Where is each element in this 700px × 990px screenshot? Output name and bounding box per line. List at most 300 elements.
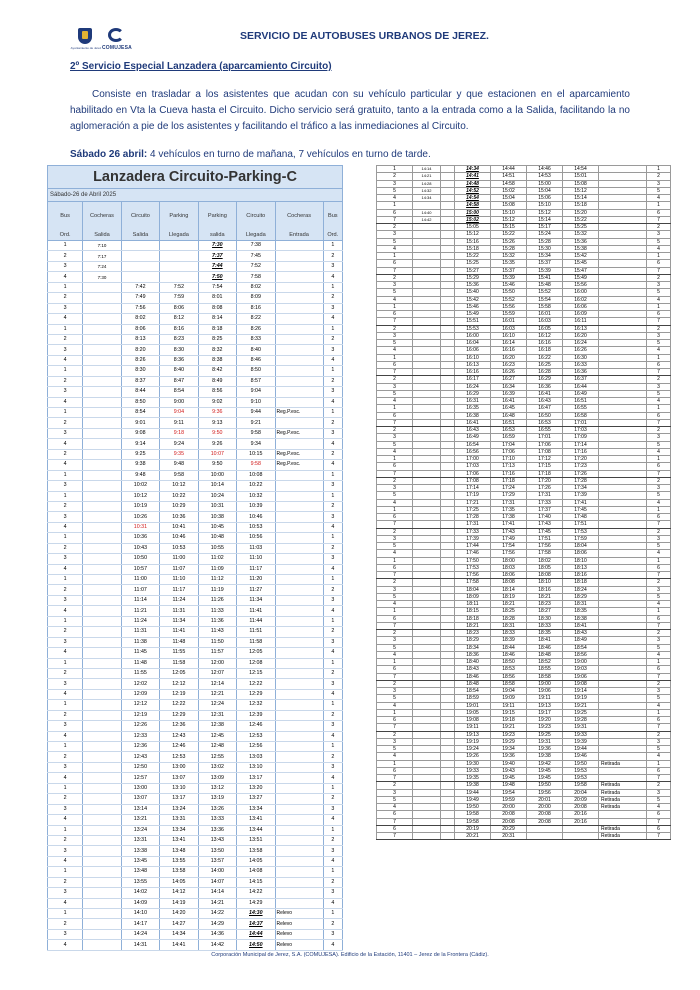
table-cell: [413, 282, 441, 289]
table-cell: 4: [323, 606, 342, 616]
table-cell: [441, 702, 455, 709]
table-cell: 14:48: [455, 180, 491, 187]
table-cell: [413, 767, 441, 774]
table-cell: 4: [48, 940, 83, 950]
table-cell: 5: [647, 796, 671, 803]
day-label: Sábado 26 abril:: [70, 149, 148, 160]
table-cell: 1: [48, 742, 83, 752]
table-cell: 5: [647, 187, 671, 194]
table-cell: 16:53: [527, 419, 563, 426]
table-cell: Relevo: [275, 919, 323, 929]
table-row: [377, 572, 671, 579]
table-cell: 16:10: [455, 354, 491, 361]
table-cell: 3: [377, 332, 413, 339]
table-cell: [413, 717, 441, 724]
table-cell: [275, 501, 323, 511]
table-cell: 15:40: [455, 289, 491, 296]
table-cell: [83, 387, 121, 397]
table-cell: [413, 448, 441, 455]
table-cell: 18:05: [527, 564, 563, 571]
table-cell: 8:09: [237, 293, 275, 303]
table-cell: [121, 261, 159, 271]
table-cell: 6: [647, 260, 671, 267]
table-cell: [121, 272, 159, 282]
table-cell: 2: [48, 543, 83, 553]
table-cell: 15:00: [455, 209, 491, 216]
table-cell: 3: [323, 637, 342, 647]
table-cell: 9:58: [160, 470, 198, 480]
table-cell: 15:46: [455, 303, 491, 310]
table-cell: [83, 627, 121, 637]
table-cell: [413, 775, 441, 782]
table-cell: 6: [377, 260, 413, 267]
table-cell: [599, 354, 647, 361]
table-cell: 7: [377, 419, 413, 426]
table-cell: 10:12: [160, 481, 198, 491]
table-cell: 9:50: [198, 460, 236, 470]
table-cell: [275, 585, 323, 595]
table-cell: [441, 166, 455, 173]
table-cell: 8:49: [198, 376, 236, 386]
table-cell: 5: [377, 340, 413, 347]
table-cell: [599, 195, 647, 202]
table-cell: [275, 334, 323, 344]
table-cell: [441, 267, 455, 274]
table-cell: [599, 659, 647, 666]
table-cell: 16:54: [455, 441, 491, 448]
table-cell: 10:15: [237, 449, 275, 459]
table-cell: 6: [647, 514, 671, 521]
table-cell: 17:48: [563, 514, 599, 521]
table-cell: 15:30: [527, 245, 563, 252]
table-cell: 3: [647, 231, 671, 238]
table-cell: 1: [377, 405, 413, 412]
table-cell: 2: [323, 449, 342, 459]
table-cell: 12:39: [237, 710, 275, 720]
table-cell: [83, 355, 121, 365]
table-cell: 10:57: [121, 564, 159, 574]
table-cell: 11:20: [237, 575, 275, 585]
table-cell: [441, 775, 455, 782]
table-cell: Reg.P.esc.: [275, 428, 323, 438]
table-cell: 7:42: [121, 282, 159, 292]
table-cell: 4: [323, 940, 342, 950]
table-cell: 12:46: [237, 721, 275, 731]
table-cell: 9:35: [160, 449, 198, 459]
table-cell: [441, 579, 455, 586]
table-row: [48, 689, 343, 699]
table-cell: [441, 564, 455, 571]
table-cell: 15:12: [563, 187, 599, 194]
table-cell: 19:40: [491, 760, 527, 767]
table-cell: 12:45: [198, 731, 236, 741]
table-cell: 7:49: [121, 293, 159, 303]
table-cell: 16:22: [527, 354, 563, 361]
table-cell: 17:43: [491, 528, 527, 535]
table-row: [48, 449, 343, 459]
table-cell: 16:28: [527, 369, 563, 376]
table-cell: [275, 710, 323, 720]
table-cell: 2: [377, 325, 413, 332]
table-cell: 4: [377, 347, 413, 354]
table-cell: [83, 909, 121, 919]
table-cell: 7: [377, 673, 413, 680]
table-cell: 7: [647, 369, 671, 376]
table-cell: 8:02: [237, 282, 275, 292]
table-row: [377, 318, 671, 325]
table-row: [377, 746, 671, 753]
table-cell: [275, 606, 323, 616]
table-cell: 4: [647, 448, 671, 455]
left-schedule-table: [47, 165, 343, 951]
table-cell: [413, 434, 441, 441]
table-cell: 15:32: [563, 231, 599, 238]
table-row: [48, 428, 343, 438]
table-cell: [599, 521, 647, 528]
table-cell: [599, 303, 647, 310]
table-cell: [413, 340, 441, 347]
table-row: [48, 679, 343, 689]
table-row: [377, 702, 671, 709]
table-cell: 14:40: [413, 209, 441, 216]
table-cell: [441, 282, 455, 289]
table-cell: 18:13: [563, 564, 599, 571]
table-cell: 4: [48, 731, 83, 741]
table-cell: [441, 296, 455, 303]
table-cell: 18:44: [491, 644, 527, 651]
table-cell: 16:48: [491, 412, 527, 419]
table-cell: 3: [48, 721, 83, 731]
table-row: [377, 260, 671, 267]
table-cell: 11:45: [121, 648, 159, 658]
table-cell: [599, 238, 647, 245]
table-cell: 13:34: [237, 804, 275, 814]
table-cell: [441, 470, 455, 477]
table-cell: [275, 491, 323, 501]
table-cell: [599, 688, 647, 695]
table-cell: 12:29: [160, 710, 198, 720]
table-cell: [275, 282, 323, 292]
table-cell: [441, 245, 455, 252]
table-cell: 6: [377, 825, 413, 832]
table-cell: [413, 376, 441, 383]
table-cell: [413, 557, 441, 564]
table-cell: 15:22: [563, 216, 599, 223]
table-cell: [441, 550, 455, 557]
table-cell: [441, 361, 455, 368]
table-cell: [83, 470, 121, 480]
table-cell: 1: [647, 659, 671, 666]
table-cell: 19:09: [491, 695, 527, 702]
table-cell: 4: [48, 564, 83, 574]
table-cell: 1: [377, 760, 413, 767]
table-cell: 13:07: [121, 794, 159, 804]
table-cell: 13:36: [198, 825, 236, 835]
table-cell: 2: [323, 919, 342, 929]
table-cell: 4: [323, 648, 342, 658]
table-cell: [413, 688, 441, 695]
table-cell: 13:07: [160, 773, 198, 783]
table-cell: 19:19: [455, 738, 491, 745]
table-cell: [275, 835, 323, 845]
table-cell: 18:43: [563, 630, 599, 637]
table-cell: 17:39: [455, 535, 491, 542]
table-cell: 9:04: [160, 408, 198, 418]
table-cell: 15:14: [563, 195, 599, 202]
table-cell: 4: [48, 272, 83, 282]
table-cell: 15:37: [491, 267, 527, 274]
table-cell: 5: [647, 695, 671, 702]
table-cell: 18:54: [455, 688, 491, 695]
table-cell: 14:28: [413, 180, 441, 187]
table-cell: 18:18: [455, 615, 491, 622]
table-cell: [441, 253, 455, 260]
table-cell: [83, 898, 121, 908]
table-cell: 11:09: [198, 564, 236, 574]
table-cell: 2: [48, 251, 83, 261]
table-cell: 10:50: [121, 554, 159, 564]
table-cell: 12:21: [198, 689, 236, 699]
table-cell: 18:46: [491, 651, 527, 658]
table-cell: 3: [647, 282, 671, 289]
table-cell: 13:21: [121, 815, 159, 825]
table-cell: 19:44: [455, 789, 491, 796]
table-cell: [599, 535, 647, 542]
table-cell: 19:13: [527, 702, 563, 709]
table-row: [377, 463, 671, 470]
table-cell: 7:52: [160, 282, 198, 292]
table-cell: 10:08: [237, 470, 275, 480]
table-row: [48, 616, 343, 626]
table-cell: 15:41: [527, 274, 563, 281]
table-cell: 2: [48, 668, 83, 678]
table-cell: 12:33: [121, 731, 159, 741]
table-cell: 3: [48, 554, 83, 564]
table-cell: 20:21: [455, 833, 491, 840]
table-row: [48, 731, 343, 741]
table-cell: Retirada: [599, 833, 647, 840]
table-cell: [83, 773, 121, 783]
table-cell: 2: [647, 731, 671, 738]
table-cell: 1: [48, 867, 83, 877]
table-cell: 3: [377, 586, 413, 593]
table-cell: 15:14: [527, 216, 563, 223]
table-cell: 12:26: [121, 721, 159, 731]
table-cell: 4: [48, 397, 83, 407]
table-row: [377, 238, 671, 245]
table-cell: 18:56: [563, 651, 599, 658]
table-row: [48, 909, 343, 919]
table-cell: 18:36: [455, 651, 491, 658]
table-cell: 16:38: [455, 412, 491, 419]
table-row: [48, 512, 343, 522]
table-row: [48, 825, 343, 835]
table-cell: [441, 405, 455, 412]
column-header: Ord.: [323, 230, 342, 241]
table-cell: 10:31: [121, 522, 159, 532]
table-row: [377, 673, 671, 680]
table-cell: 18:11: [455, 601, 491, 608]
table-cell: 17:03: [455, 463, 491, 470]
table-cell: [83, 752, 121, 762]
table-cell: [441, 398, 455, 405]
table-cell: 7:50: [198, 272, 236, 282]
table-cell: 6: [377, 717, 413, 724]
table-cell: 15:24: [527, 231, 563, 238]
table-cell: [275, 439, 323, 449]
table-cell: [413, 695, 441, 702]
table-cell: 13:10: [160, 783, 198, 793]
table-cell: 3: [323, 345, 342, 355]
table-cell: [599, 180, 647, 187]
table-cell: [275, 345, 323, 355]
table-cell: 4: [377, 398, 413, 405]
table-cell: 18:04: [455, 586, 491, 593]
table-row: [377, 195, 671, 202]
table-cell: 11:43: [198, 627, 236, 637]
table-cell: [83, 710, 121, 720]
table-cell: 16:20: [491, 354, 527, 361]
table-cell: [275, 867, 323, 877]
table-cell: 14:34: [160, 929, 198, 939]
table-cell: 14:58: [455, 202, 491, 209]
table-cell: 19:43: [491, 767, 527, 774]
table-cell: 13:33: [198, 815, 236, 825]
table-cell: 11:44: [237, 616, 275, 626]
table-cell: Retirada: [599, 782, 647, 789]
table-cell: 5: [377, 543, 413, 550]
table-cell: 4: [323, 522, 342, 532]
table-cell: [599, 767, 647, 774]
table-cell: 11:10: [237, 554, 275, 564]
table-cell: [441, 274, 455, 281]
table-cell: 11:24: [121, 616, 159, 626]
table-cell: [413, 702, 441, 709]
table-cell: 16:10: [491, 332, 527, 339]
table-cell: 18:33: [491, 630, 527, 637]
table-cell: [413, 622, 441, 629]
table-cell: 4: [48, 606, 83, 616]
table-cell: 1: [377, 506, 413, 513]
table-cell: [599, 463, 647, 470]
table-cell: 16:51: [491, 419, 527, 426]
table-cell: [599, 673, 647, 680]
table-cell: [413, 535, 441, 542]
table-cell: [83, 919, 121, 929]
table-row: [377, 303, 671, 310]
table-cell: 11:31: [160, 606, 198, 616]
table-cell: 15:18: [455, 245, 491, 252]
table-cell: 19:17: [527, 709, 563, 716]
table-cell: 11:41: [160, 627, 198, 637]
table-row: [377, 724, 671, 731]
table-cell: 3: [647, 485, 671, 492]
table-cell: [160, 272, 198, 282]
table-cell: 2: [48, 835, 83, 845]
table-cell: [599, 601, 647, 608]
table-cell: [413, 383, 441, 390]
table-cell: 12:55: [198, 752, 236, 762]
table-row: [377, 456, 671, 463]
table-cell: 5: [377, 390, 413, 397]
table-cell: 4: [377, 245, 413, 252]
table-cell: 6: [647, 463, 671, 470]
table-cell: 1: [323, 742, 342, 752]
table-cell: [441, 332, 455, 339]
table-cell: 17:01: [527, 434, 563, 441]
table-row: [377, 731, 671, 738]
table-row: [48, 261, 343, 271]
table-cell: 15:36: [455, 282, 491, 289]
table-cell: [441, 231, 455, 238]
table-row: [377, 325, 671, 332]
table-cell: 13:24: [160, 804, 198, 814]
table-cell: [275, 658, 323, 668]
table-cell: [599, 753, 647, 760]
table-cell: 3: [48, 303, 83, 313]
table-cell: 19:08: [563, 680, 599, 687]
table-cell: 14:29: [237, 898, 275, 908]
table-cell: 17:53: [455, 564, 491, 571]
table-row: [377, 390, 671, 397]
table-cell: 19:53: [563, 767, 599, 774]
table-cell: 20:16: [563, 818, 599, 825]
table-cell: 16:33: [563, 361, 599, 368]
table-cell: 18:23: [527, 601, 563, 608]
table-cell: 6: [647, 666, 671, 673]
table-cell: 13:31: [121, 835, 159, 845]
table-cell: 16:51: [563, 398, 599, 405]
table-row: [48, 637, 343, 647]
table-cell: [83, 491, 121, 501]
table-cell: 2: [647, 274, 671, 281]
table-cell: 11:48: [121, 658, 159, 668]
table-cell: 6: [647, 361, 671, 368]
table-cell: 8:36: [160, 355, 198, 365]
table-cell: 14:14: [198, 888, 236, 898]
table-cell: 14:05: [160, 877, 198, 887]
table-cell: [413, 361, 441, 368]
table-cell: 18:15: [455, 608, 491, 615]
table-cell: 10:46: [237, 512, 275, 522]
table-cell: [83, 783, 121, 793]
table-row: [377, 506, 671, 513]
table-cell: [441, 499, 455, 506]
table-cell: [599, 615, 647, 622]
table-cell: 7: [377, 521, 413, 528]
table-cell: 1: [377, 253, 413, 260]
table-cell: 20:08: [491, 811, 527, 818]
table-cell: 19:54: [491, 789, 527, 796]
table-cell: 2: [647, 173, 671, 180]
table-cell: 12:08: [237, 658, 275, 668]
table-row: [377, 412, 671, 419]
table-cell: 13:17: [160, 794, 198, 804]
table-cell: 12:19: [160, 689, 198, 699]
table-cell: [413, 224, 441, 231]
table-row: [48, 251, 343, 261]
table-cell: 19:49: [455, 796, 491, 803]
table-cell: 20:01: [527, 796, 563, 803]
table-cell: 2: [323, 877, 342, 887]
table-row: [377, 202, 671, 209]
table-cell: 11:24: [160, 595, 198, 605]
table-cell: 11:00: [121, 575, 159, 585]
table-cell: 3: [48, 888, 83, 898]
table-row: [48, 470, 343, 480]
table-cell: [599, 390, 647, 397]
table-cell: [413, 202, 441, 209]
